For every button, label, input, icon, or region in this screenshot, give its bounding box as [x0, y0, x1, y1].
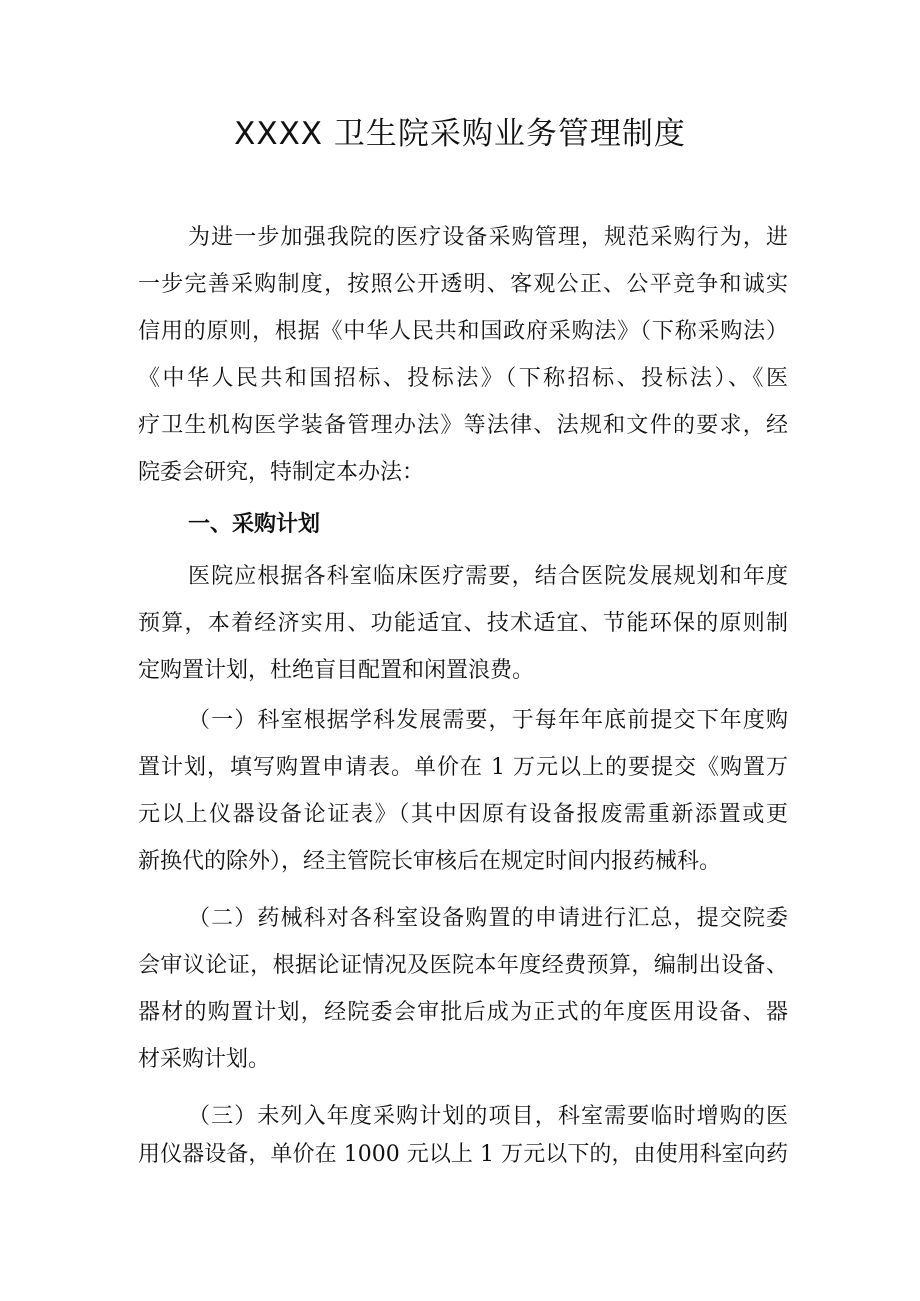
item1-line: （一）科室根据学科发展需要，于每年年底前提交下年度购	[188, 708, 788, 733]
item3-line: 用仪器设备，单价在 1000 元以上 1 万元以下的，由使用科室向药	[138, 1142, 788, 1167]
intro-line: 一步完善采购制度，按照公开透明、客观公正、公平竞争和诚实	[138, 272, 788, 297]
item1-line: 元以上仪器设备论证表》（其中因原有设备报废需重新添置或更	[138, 802, 788, 827]
section-heading: 一、采购计划	[188, 512, 321, 537]
item2-line: 器材的购置计划，经院委会审批后成为正式的年度医用设备、器	[138, 1000, 788, 1025]
item1-line: 置计划，填写购置申请表。单价在 1 万元以上的要提交《购置万	[138, 755, 788, 780]
intro-line: 疗卫生机构医学装备管理办法》等法律、法规和文件的要求，经	[138, 413, 788, 438]
item2-line: 材采购计划。	[138, 1047, 271, 1072]
document-title: XXXX 卫生院采购业务管理制度	[234, 116, 686, 152]
item2-line: （二）药械科对各科室设备购置的申请进行汇总，提交院委	[188, 906, 788, 931]
item2-line: 会审议论证，根据论证情况及医院本年度经费预算，编制出设备、	[138, 953, 788, 978]
intro-line: 为进一步加强我院的医疗设备采购管理，规范采购行为，进	[188, 225, 788, 250]
intro-line: 院委会研究，特制定本办法：	[138, 460, 425, 485]
intro-line: 信用的原则，根据《中华人民共和国政府采购法》（下称采购法）	[138, 319, 788, 344]
section1-line: 预算，本着经济实用、功能适宜、技术适宜、节能环保的原则制	[138, 611, 788, 636]
section1-line: 定购置计划，杜绝盲目配置和闲置浪费。	[138, 658, 535, 683]
item3-line: （三）未列入年度采购计划的项目，科室需要临时增购的医	[188, 1104, 788, 1129]
item1-line: 新换代的除外），经主管院长审核后在规定时间内报药械科。	[138, 849, 722, 874]
intro-line: 《中华人民共和国招标、投标法》（下称招标、投标法）、《医	[138, 366, 788, 391]
section1-line: 医院应根据各科室临床医疗需要，结合医院发展规划和年度	[188, 564, 788, 589]
